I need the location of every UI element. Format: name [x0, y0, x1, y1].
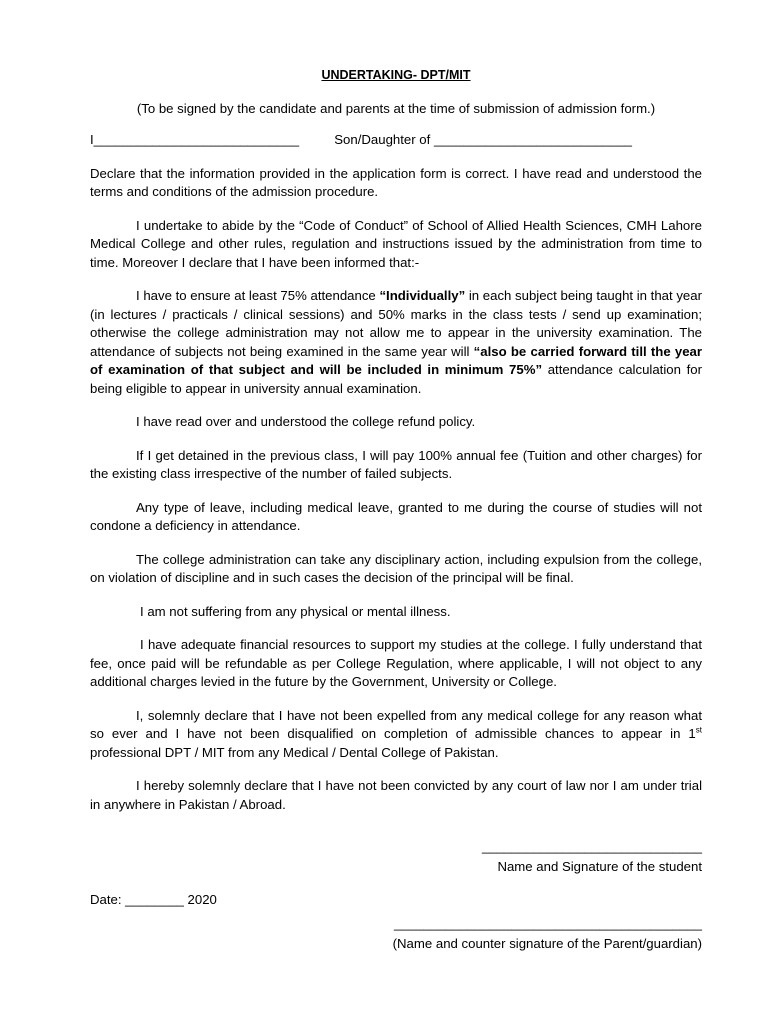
- paragraph-conviction: I hereby solemnly declare that I have not been convicted by any court of law nor I am under trial in anywhere in Pakistan / Abroad.: [90, 778, 702, 812]
- paragraph-detained-fee: If I get detained in the previous class, I will pay 100% annual fee (Tuition and other charges) for the existing class irrespective of the number of failed subjects.: [90, 447, 702, 481]
- parent-signature-block: [90, 915, 702, 954]
- parent-name-blank: Son/Daughter of ___________________________: [334, 132, 632, 147]
- declarant-name-blank: I____________________________: [90, 132, 300, 147]
- attendance-text-c: in each subject being taught in that year (in lectures / practicals / clinical sessions) and 50% marks in the class tests / send up examination; otherwise the college administration may not allow me to appear in the university examination. The attendance of subjects not being examined in the same year will: [90, 288, 702, 359]
- date-field: Date: ________ 2020: [90, 891, 217, 907]
- paragraph-expulsion: [90, 707, 702, 763]
- ordinal-superscript: st: [695, 725, 702, 735]
- document-subtitle: (To be signed by the candidate and parents at the time of submission of admission form.): [136, 100, 656, 116]
- student-signature-block: [90, 838, 702, 877]
- paragraph-refund-policy: I have read over and understood the college refund policy.: [136, 414, 476, 429]
- paragraph-health: I am not suffering from any physical or mental illness.: [140, 603, 451, 619]
- paragraph-code-of-conduct: I undertake to abide by the “Code of Conduct” of School of Allied Health Sciences, CMH Lahore Medical College and other rules, regulation and instructions issued by the administration from time to time. Moreover I declare that I have been informed that:-: [90, 217, 702, 270]
- attendance-emphasis-carry-forward: “also be carried forward till the year of examination of that subject and will be included in minimum 75%”: [90, 343, 703, 377]
- parent-signature-label: (Name and counter signature of the Parent/guardian): [392, 936, 702, 951]
- paragraph-declaration: Declare that the information provided in the application form is correct. I have read and understood the terms and conditions of the admission procedure.: [90, 165, 702, 199]
- attendance-text-a: I have to ensure at least 75% attendance: [136, 288, 380, 303]
- expulsion-text-a: I, solemnly declare that I have not been expelled from any medical college for any reason what so ever and I have not been disqualified on completion of admissible chances to appear in 1: [90, 707, 702, 741]
- document-title: UNDERTAKING- DPT/MIT: [321, 68, 471, 82]
- student-signature-label: Name and Signature of the student: [497, 859, 702, 874]
- paragraph-discipline: The college administration can take any disciplinary action, including expulsion from the college, on violation of discipline and in such cases the decision of the principal will be final.: [90, 551, 702, 585]
- paragraph-financial: I have adequate financial resources to support my studies at the college. I fully understand that fee, once paid will be refundable as per College Regulation, where applicable, I will not object to any additional charges levied in the future by the Government, University or College.: [90, 637, 702, 689]
- parent-signature-line: __________________________________________: [393, 916, 702, 931]
- student-signature-line: ______________________________: [481, 839, 702, 854]
- attendance-text-e: attendance calculation for being eligible to appear in university annual examination.: [90, 362, 702, 396]
- paragraph-leave: Any type of leave, including medical leave, granted to me during the course of studies will not condone a deficiency in attendance.: [90, 499, 702, 533]
- expulsion-text-b: professional DPT / MIT from any Medical / Dental College of Pakistan.: [90, 744, 499, 760]
- declarant-line: [90, 131, 702, 150]
- attendance-emphasis-individually: “Individually”: [379, 288, 466, 303]
- paragraph-attendance: [90, 287, 702, 398]
